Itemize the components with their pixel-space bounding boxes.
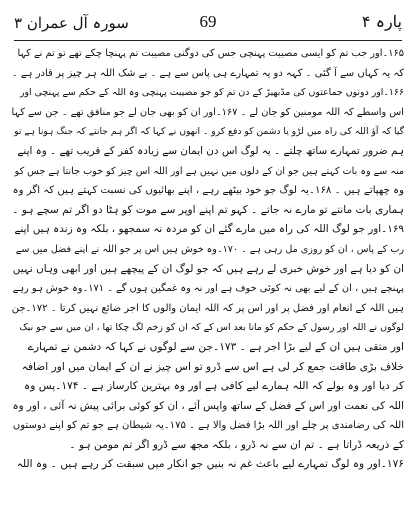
header-divider <box>14 40 402 41</box>
text-line: رب کے پاس ، ان کو روزی مل رہی ہے ۔ ۱۷۰۔وہ خوش ہیں اس پر جو اللہ نے اپنے فضل میں سے <box>15 243 404 255</box>
text-line: لوگوں نے اللہ اور رسول کے حکم کو مانا بعد اس کے کہ ان کو زخم لگ چکا تھا ، ان میں سے جو نیک <box>19 322 404 334</box>
text-line: کہ یہ کہاں سے آ گئی ۔ کہہ دو یہ تمہارے ہی پاس سے ہے ۔ بے شک اللہ ہر چیز پر قادر ہے ۔ <box>12 67 404 79</box>
text-line: کر دیا اور وہ بولے کہ اللہ ہمارے لیے کافی ہے اور وہ بہترین کارساز ہے ۔ ۱۷۴۔پس وہ <box>24 380 404 393</box>
para-number: پارہ ۴ <box>361 12 402 31</box>
text-line: اس واسطے کہ اللہ مومنین کو جان لے ۔ ۱۶۷۔اور ان کو بھی جان لے جو منافق تھے ۔ جن سے کہا <box>12 106 404 118</box>
text-line: ان کو دیا ہے اور خوش خبری لے رہے ہیں کہ جو لوگ ان کے پیچھے ہیں اور ابھی وہاں نہیں <box>12 262 404 275</box>
text-line: اللہ کی نعمت اور اس کے فضل کے ساتھ واپس آئے ، ان کو کوئی برائی پیش نہ آئی ، اور وہ <box>12 399 404 412</box>
text-line: وہ چھپاتے ہیں ۔ ۱۶۸۔یہ لوگ جو خود بیٹھے رہے ، اپنے بھائیوں کی نسبت کہتے ہیں کہ اگر وہ <box>12 185 404 197</box>
text-line: منہ سے وہ بات کہتے ہیں جو ان کے دلوں میں نہیں ہے اور اللہ اس چیز کو خوب جانتا ہے جس کو <box>14 165 404 177</box>
text-line: ۱۶۹۔اور جو لوگ اللہ کی راہ میں مارے گئے ان کو مردہ نہ سمجھو ، بلکہ وہ زندہ ہیں اپنے <box>14 223 404 236</box>
page-number: 69 <box>199 12 217 31</box>
text-line: ہیں اللہ کے انعام اور فضل پر اور اس پر کہ اللہ ایمان والوں کا اجر ضائع نہیں کرتا ۔ ۱۷۲۔جن <box>12 302 404 314</box>
text-line: ہماری بات مانتے تو مارے نہ جاتے ۔ کہو تم اپنے اوپر سے موت کو ہٹا دو اگر تم سچے ہو ۔ <box>12 203 404 216</box>
text-line: اور متقی ہیں ان کے لیے بڑا اجر ہے ۔ ۱۷۳۔جن سے لوگوں نے کہا کہ دشمن نے تمہارے <box>27 340 404 353</box>
text-line: گیا کہ آؤ اللہ کی راہ میں لڑو یا دشمن کو دفع کرو ۔ انھوں نے کہا کہ اگر ہم جانتے کہ جنگ ہونا ہے تو <box>14 126 404 138</box>
text-line: ۱۶۶۔اور دونوں جماعتوں کی مڈبھیڑ کے دن تم کو جو مصیبت پہنچی وہ اللہ کے حکم سے پہنچی اور <box>20 87 404 99</box>
page-header <box>14 10 402 38</box>
text-line: ۱۶۵۔اور جب تم کو ایسی مصیبت پہنچی جس کی دوگنی مصیبت تم پہنچا چکے تھے تو تم نے کہا <box>17 48 404 59</box>
text-line: ۱۷۶۔اور وہ لوگ تمہارے لیے باعث غم نہ بنیں جو انکار میں سبقت کر رہے ہیں ۔ وہ اللہ <box>16 458 404 471</box>
translation-text <box>12 44 404 519</box>
text-line: کے ذریعہ ڈراتا ہے ۔ تم ان سے نہ ڈرو ، بلکہ مجھ سے ڈرو اگر تم مومن ہو ۔ <box>69 438 404 451</box>
text-line: خلاف بڑی طاقت جمع کر لی ہے اس سے ڈرو تو اس چیز نے ان کے ایمان میں اور اضافہ <box>21 360 404 373</box>
surah-title: سورہ آل عمران ۳ <box>14 14 129 32</box>
text-line: ہم ضرور تمہارے ساتھ چلتے ۔ یہ لوگ اس دن ایمان سے زیادہ کفر کے قریب تھے ۔ وہ اپنے <box>17 144 404 157</box>
text-line: پہنچے ہیں ، ان کے لیے بھی نہ کوئی خوف ہے اور نہ وہ غمگین ہوں گے ۔ ۱۷۱۔وہ خوش ہو رہے <box>12 283 404 295</box>
text-line: اللہ کی رضامندی پر چلے اور اللہ بڑا فضل والا ہے ۔ ۱۷۵۔یہ شیطان ہے جو تم کو اپنے دوستوں <box>12 420 404 432</box>
